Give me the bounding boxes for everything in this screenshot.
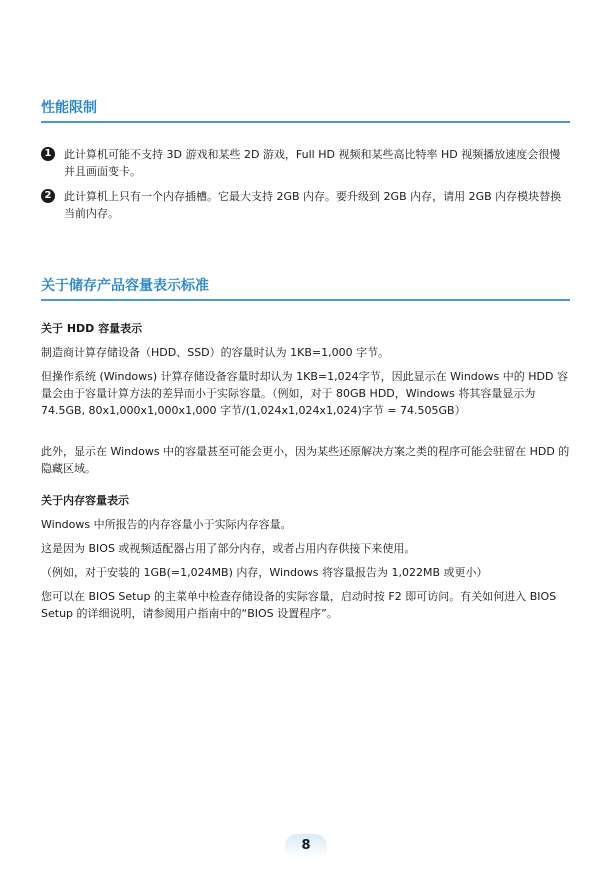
note-text: 此计算机上只有一个内存插槽。它最大支持 2GB 内存。要升级到 2GB 内存，请用 2GB 内存模块替换当前内存。 (64, 190, 562, 220)
note-item (41, 146, 570, 180)
paragraph: 您可以在 BIOS Setup 的主菜单中检查存储设备的实际容量，启动时按 F2 即可访问。有关如何进入 BIOS Setup 的详细说明，请参阅用户指南中的“BIOS 设置程序”。 (41, 590, 557, 620)
section-title-performance: 性能限制 (41, 99, 570, 123)
paragraph: 这是因为 BIOS 或视频适配器占用了部分内存，或者占用内存供接下来使用。 (41, 542, 416, 555)
number-two-icon: 2 (41, 189, 55, 203)
paragraph: 制造商计算存储设备（HDD、SSD）的容量时认为 1KB=1,000 字节。 (41, 346, 390, 359)
subheading-hdd-capacity: 关于 HDD 容量表示 (41, 322, 143, 335)
note-item (41, 188, 570, 222)
number-one-icon: 1 (41, 147, 55, 161)
paragraph: 此外，显示在 Windows 中的容量甚至可能会更小，因为某些还原解决方案之类的程序可能会驻留在 HDD 的隐藏区域。 (41, 445, 570, 475)
subheading-memory-capacity: 关于内存容量表示 (41, 494, 129, 507)
section-title-capacity: 关于储存产品容量表示标准 (41, 277, 570, 301)
paragraph: 但操作系统 (Windows) 计算存储设备容量时却认为 1KB=1,024字节，因此显示在 Windows 中的 HDD 容量会由于容量计算方法的差异而小于实际容量。（例如，对于 80GB HDD，Windows 将其容量显示为 74.5GB, 80x1,000x1,000x1,000 字节/(1,024x1,024x1,024)字节 = 74.505GB） (41, 370, 568, 417)
note-text: 此计算机可能不支持 3D 游戏和某些 2D 游戏，Full HD 视频和某些高比特率 HD 视频播放速度会很慢并且画面变卡。 (64, 148, 561, 178)
paragraph: （例如，对于安装的 1GB(=1,024MB) 内存，Windows 将容量报告为 1,022MB 或更小） (41, 566, 488, 579)
paragraph: Windows 中所报告的内存容量小于实际内存容量。 (41, 518, 292, 531)
page-number: 8 (301, 838, 311, 853)
